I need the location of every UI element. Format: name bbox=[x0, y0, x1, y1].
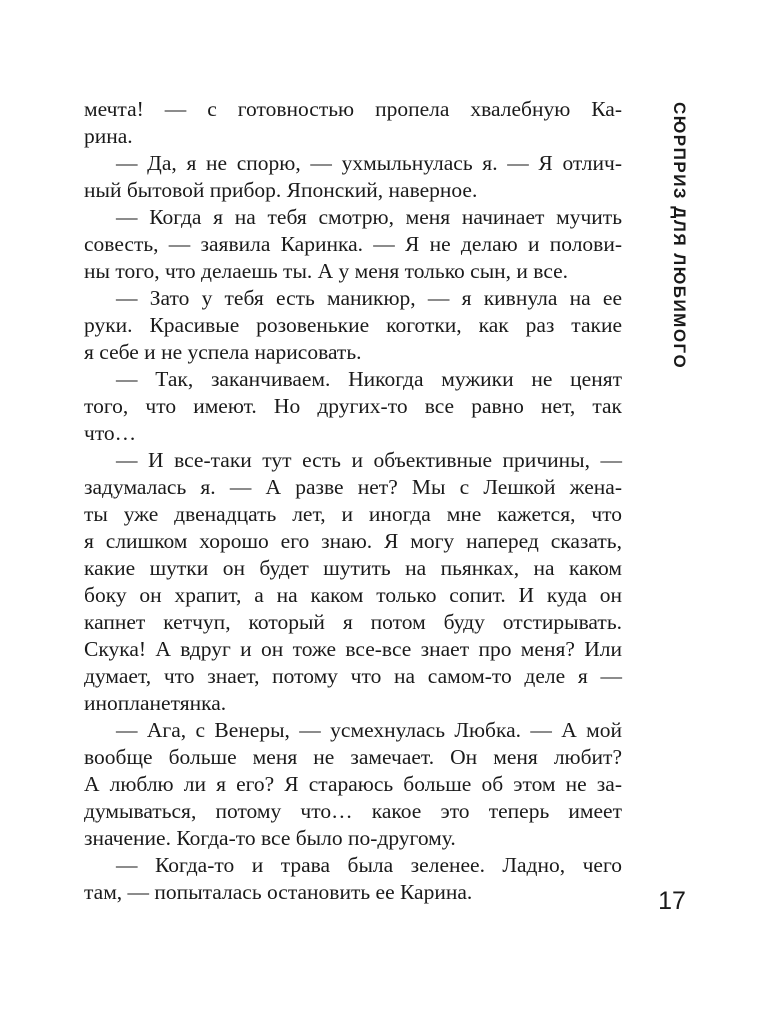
text-line: того, что имеют. Но других-то все равно нет, так bbox=[84, 394, 622, 418]
text-line: совесть, — заявила Каринка. — Я не делаю и полови- bbox=[84, 232, 622, 256]
text-line: — Когда-то и трава была зеленее. Ладно, чего bbox=[116, 853, 622, 877]
text-line: рина. bbox=[84, 124, 133, 148]
text-line: А люблю ли я его? Я стараюсь больше об этом не за- bbox=[84, 772, 622, 796]
text-line: думываться, потому что… какое это теперь имеет bbox=[84, 799, 622, 823]
text-line: какие шутки он будет шутить на пьянках, на каком bbox=[84, 556, 622, 580]
text-line: ный бытовой прибор. Японский, наверное. bbox=[84, 178, 478, 202]
text-line: ны того, что делаешь ты. А у меня только сын, и все. bbox=[84, 259, 569, 283]
text-line: боку он храпит, а на каком только сопит. И куда он bbox=[84, 583, 622, 607]
text-line: Скука! А вдруг и он тоже все-все знает про меня? Или bbox=[84, 637, 622, 661]
text-line: — Так, заканчиваем. Никогда мужики не ценят bbox=[116, 367, 622, 391]
text-line: вообще больше меня не замечает. Он меня любит? bbox=[84, 745, 622, 769]
text-line: — Да, я не спорю, — ухмыльнулась я. — Я отлич- bbox=[116, 151, 622, 175]
text-line: капнет кетчуп, который я потом буду отстирывать. bbox=[84, 610, 622, 634]
text-line: мечта! — с готовностью пропела хвалебную Ка- bbox=[84, 97, 622, 121]
body-text bbox=[84, 96, 622, 906]
text-line: что… bbox=[84, 421, 137, 445]
text-line: ты уже двенадцать лет, и иногда мне кажется, что bbox=[84, 502, 622, 526]
text-line: — Ага, с Венеры, — усмехнулась Любка. — А мой bbox=[116, 718, 622, 742]
text-line: — Зато у тебя есть маникюр, — я кивнула на ее bbox=[116, 286, 622, 310]
page-number: 17 bbox=[658, 887, 686, 915]
text-line: руки. Красивые розовенькие коготки, как раз такие bbox=[84, 313, 622, 337]
text-line: я слишком хорошо его знаю. Я могу наперед сказать, bbox=[84, 529, 622, 553]
running-head-text: СЮРПРИЗ ДЛЯ ЛЮБИМОГО bbox=[670, 102, 689, 370]
text-line: — И все-таки тут есть и объективные причины, — bbox=[116, 448, 622, 472]
text-line: — Когда я на тебя смотрю, меня начинает мучить bbox=[116, 205, 622, 229]
text-line: значение. Когда-то все было по-другому. bbox=[84, 826, 456, 850]
text-line: задумалась я. — А разве нет? Мы с Лешкой жена- bbox=[84, 475, 622, 499]
text-line: инопланетянка. bbox=[84, 691, 227, 715]
text-line: думает, что знает, потому что на самом-то деле я — bbox=[84, 664, 622, 688]
text-line: я себе и не успела нарисовать. bbox=[84, 340, 362, 364]
text-line: там, — попыталась остановить ее Карина. bbox=[84, 880, 473, 904]
running-head bbox=[666, 102, 692, 382]
